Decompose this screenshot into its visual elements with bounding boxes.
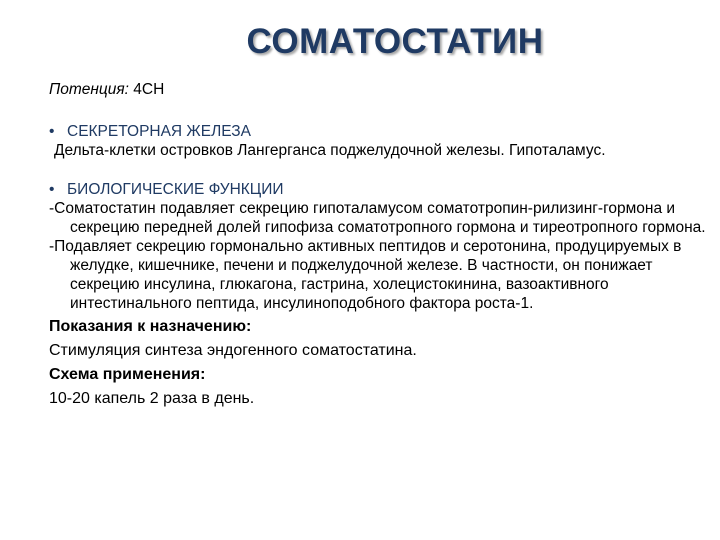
secretory-heading: СЕКРЕТОРНАЯ ЖЕЛЕЗА [67, 123, 251, 140]
scheme-heading: Схема применения: [49, 366, 206, 383]
functions-paragraph-2: -Подавляет секрецию гормонально активных пептидов и серотонина, продуцируемых в желудке, кишечнике, печени и поджелудочной железе. В частности, он понижает секрецию инсулина, глюкагона, гастрина, холецистокинина, вазоактивного интестинального пептида, инсулиноподобного фактора роста-1. [49, 238, 682, 312]
indications-heading: Показания к назначению: [49, 318, 252, 335]
potency-line [49, 80, 719, 99]
bullet-functions [49, 180, 719, 199]
spacer [49, 160, 719, 180]
functions-paragraph-1: -Соматостатин подавляет секрецию гипоталамусом соматотропин-рилизинг-гормона и секрецию передней долей гипофиза соматотропного гормона и тиреотропного гормона. [49, 200, 706, 236]
bullet-secretory [49, 122, 719, 141]
functions-heading: БИОЛОГИЧЕСКИЕ ФУНКЦИИ [67, 181, 284, 198]
scheme-text: 10-20 капель 2 раза в день. [49, 390, 255, 407]
potency-value: 4CH [133, 81, 165, 98]
potency-label: Потенция: [49, 81, 129, 98]
slide-title: СОМАТОСТАТИН [246, 22, 544, 61]
secretory-text: Дельта-клетки островков Лангерганса поджелудочной железы. Гипоталамус. [54, 142, 606, 159]
bullet-icon: • [49, 123, 55, 140]
slide-content [49, 80, 719, 413]
bullet-icon: • [49, 181, 55, 198]
indications-text: Стимуляция синтеза эндогенного соматостатина. [49, 342, 417, 359]
